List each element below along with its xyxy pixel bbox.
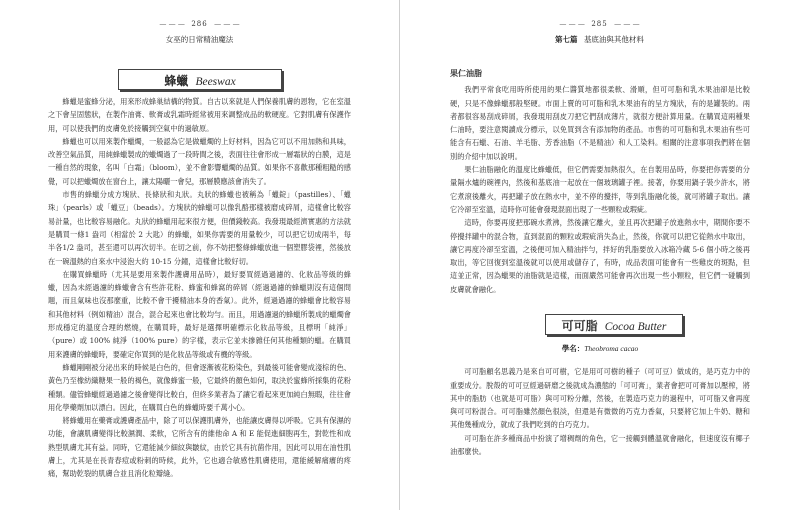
paragraph: 在購買蜂蠟時（尤其是要用來製作護膚用品時），最好要買經過過濾的、化妝品等級的蜂蠟，因為未經過濾的蜂蠟會含有些許花粉、蜂蜜和蜂窩的碎屑（經過過濾的蜂蠟則沒有這個問題，而且氣味也沒那麼重，比較不會干擾精油本身的香氣）。此外，經過過濾的蜂蠟會比較容易和其他材料（例如精油）混合，混合起來也會比較均勻。而且，用過濾過的蜂蠟所製成的蠟燭會形成穩定的溫度合理的燃燒，在購買時，最好是選擇明確標示化妝品等級，且標明「純淨」（pure）或 100% 純淨（100% pure）的字樣，表示它並未摻雜任何其他種類的蠟。在購買用來護膚的蜂蠟時，要確定你買到的是化妝品等級或有機的等級。 [48, 269, 351, 359]
left-page-header [0, 20, 399, 45]
paragraph: 這時，你要再度把那碗水煮沸，然後讓它離火，並且再次把罐子放進熱水中，期間你要不停攪拌罐中的混合物，直到混面的顆粒或瑕疵消失為止，然後，你就可以把它從熱水中取出，讓它再度冷卻至室溫，之後便可加入精油拌勻，拌好的乳脂要放入冰箱冷藏 5-6 個小時之後再取出，等它回復到室溫後就可以使用或儲存了，有時，成品表面可能會有一些雞皮的斑點，但這並正常，因為蠟果的油脂就是這樣，而面嚴然可能會再次出現一些小顆粒，但它們一碰觸到皮膚就會融化。 [450, 218, 750, 294]
right-body-text-top [450, 67, 750, 296]
running-title [400, 34, 799, 45]
running-title: 女巫的日常精油魔法 [165, 35, 234, 44]
paragraph: 可可脂顧名思義乃是來自可可樹，它是用可可樹的種子（可可豆）做成的，是巧克力中的重要成分。脫殼的可可豆經過研磨之後就成為濃態的「可可膏」，業者會把可可膏加以壓榨，將其中的脂肪（也就是可可脂）與可可粉分離，然後，在製造巧克力的過程中，可可脂又會再度與可可粉混合。可可脂雖然顏色很淡，但還是有微微的巧克力香氣，只要將它加上牛奶、糖和其他幾種成分，就成了我們吃到的白巧克力。 [450, 367, 750, 430]
subheading: 果仁油脂 [450, 69, 482, 78]
page-number: — — — 286 — — — [159, 20, 240, 28]
scientific-name: 學名：Theobroma cacao [561, 344, 639, 353]
chapter-label: 第七篇 [555, 35, 578, 44]
paragraph: 果仁油脂融化的溫度比蜂蠟低，但它們需要加熱很久，在自製用品時，你要把你需要的分量隔水爐的碗裡內，然後和基底油一起放在一個玻璃罐子裡。接著，你要用鍋子裝少許水，將它煮滾後離火，再把罐子放在熱水中，並不停的攪拌，等到乳脂融化後，就可將罐子取出。讓它冷卻至室溫，這時你可能會發現混面出現了一些顆粒或瑕疵。 [450, 165, 750, 214]
chapter-title: 基底油與其他材料 [583, 35, 644, 44]
section-title: 可可脂 [561, 319, 598, 333]
paragraph: 可可脂在許多種商品中扮演了增稠劑的角色，它一接觸到體溫就會融化，但速度沒有椰子油那麼快。 [450, 433, 750, 457]
paragraph: 市售的蜂蠟分成方塊狀、長條狀和丸狀。丸狀的蜂蠟也被稱為「蠟錠」（pastilles）、「蠟珠」（pearls）或「蠟豆」（beads）。方塊狀的蜂蠟可以像乳酪那樣被磨成碎屑，這樣會比較容易計量，也比較容易融化。丸狀的蜂蠟用起來很方便，但價錢較高。我發現最經濟實惠的方法就是購買一條1 盎司（相當於 2 大匙）的蜂蠟，如果你需要的用量較少，可以把它切成兩半，每半各1/2 盎司，甚至還可以再次切半。在切之前，你不妨把整條蜂蠟放進一個塑膠袋裡，然後放在一碗溫熱的自來水中浸泡大約 10-15 分鐘，這樣會比較好切。 [48, 190, 351, 266]
section-title-box [545, 314, 683, 335]
section-title-latin: Beeswax [195, 76, 236, 88]
right-page-header [400, 20, 799, 45]
paragraph: 蜂蠟也可以用來製作蠟燭，一般認為它是做蠟燭的上好材料，因為它可以不用加熱和具味，改善空氣品質，用純蜂蠟製成的蠟燭過了一段時間之後，表面往往會形成一層霜狀的白膜，這是一種自然的現象，名叫「白霜」（bloom），並不會影響蠟燭的品質。如果你不喜歡那種粗糙的感覺，可以把蠟燭放在窗台上，讓太陽曬一會兒，那層膜應該會消失了。 [48, 136, 351, 186]
page-number: — — — 285 — — — [559, 20, 640, 28]
right-body-text-bottom [450, 340, 750, 458]
section-title: 蜂蠟 [164, 74, 189, 88]
left-body-text [48, 95, 351, 481]
paragraph: 將蜂蠟用在藥膏或護膚產品中，除了可以保護肌膚外，也能讓皮膚得以呼吸。它具有保濕的功能，會讓肌膚變得比較濕潤、柔軟，它所含有的維他命 A 和 E 能促進細胞再生，對乾性和成熟型肌膚尤其有益。同時，它還能減少細紋與皺紋，由於它具有抗菌作用，因此可以用在油性肌膚上，尤其是在長青春痘或粉刺的時候，此外，它也適合敏感性肌膚使用，還能緩解痛癢的疼痛，幫助乾裂的肌膚合並且消化粒瓣縫。 [48, 416, 351, 479]
right-page [400, 0, 799, 510]
section-title-box [118, 69, 282, 90]
section-title-latin: Cocoa Butter [604, 321, 667, 333]
paragraph: 蜂蠟是蜜蜂分泌，用來形成蜂巢結構的物質。自古以來就是人們保養肌膚的恩物，它在室溫之下會呈固態狀，在製作油膏、軟膏或乳霜時經常被用來調整成品的軟硬度。它對肌膚有保護作用，可以使我們的皮膚免於接觸到空氣中的過敏原。 [48, 97, 351, 133]
paragraph: 我們平常食吃用時所使用的果仁醬質地都很柔軟、滑順，但可可脂和乳木果油卻是比較硬，只是不像蜂蠟那般堅硬。市面上賣的可可脂和乳木果油有的呈方塊狀，有的是罐裝的。兩者都很容易刮成碎屑，我發現用刮皮刀把它們刮成薄片，就很方便計算用量。在購買這兩種果仁油時，要注意閱讀成分標示，以免買到含有添加物的產品。市售的可可脂和乳木果油有些可能含有石蠟、石油、羊毛脂、芳香油脂（不是精油）和人工染料。相關的注意事項我們將在個別的介紹中加以說明。 [450, 85, 750, 161]
paragraph: 蜂蠟剛剛被分泌出來的時候是白色的，但會逐漸被花粉染色，到最後可能會變成淺棕的色、黃色乃至橡紡織糖果一般的褐色，就像蜂蜜一般，它最終的顏色如何，取決於蜜蜂所採集的花粉種類。儘管蜂蠟經過過濾之後會變得比較白，但終多業者為了讓它看起來更加純白無暇，往往會用化學藥劑加以漂白。因此，在購買白色的蜂蠟時要千萬小心。 [48, 362, 351, 412]
